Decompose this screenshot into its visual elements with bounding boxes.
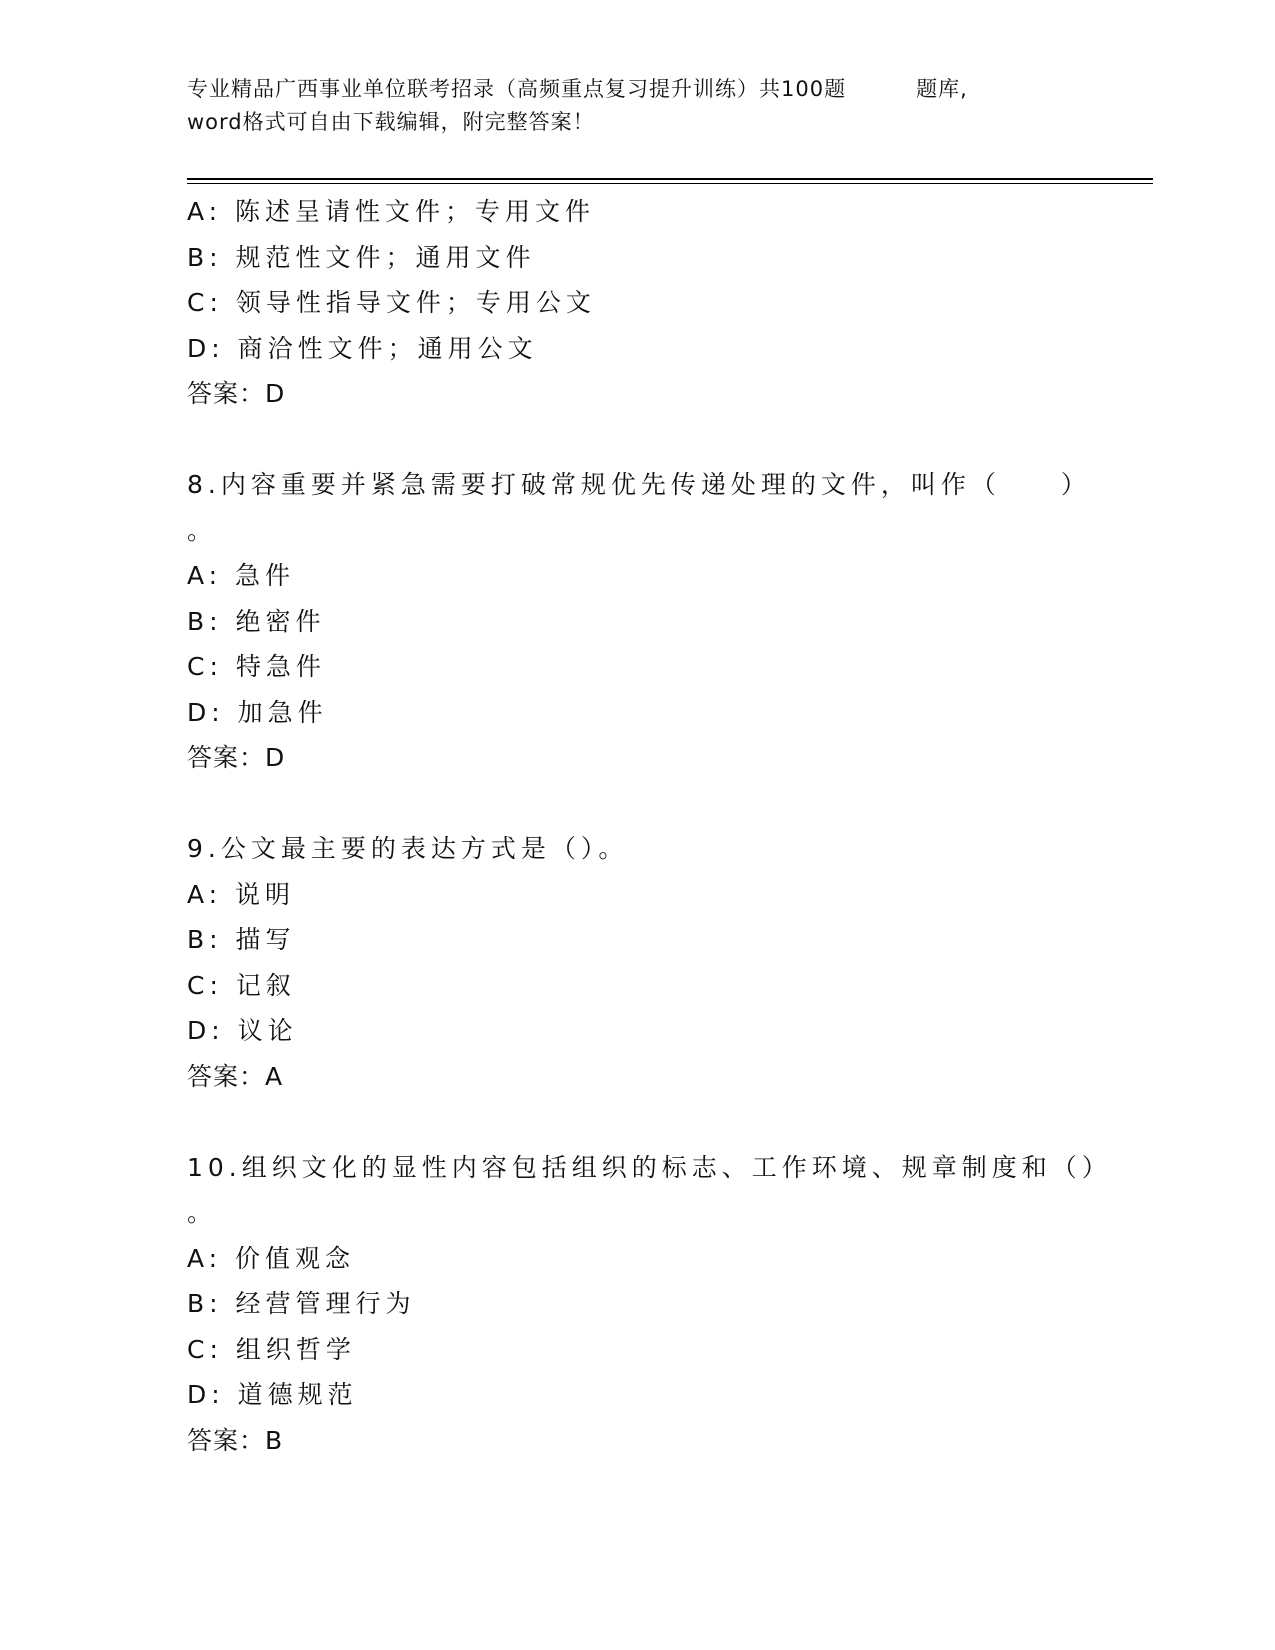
header-line-2: word格式可自由下载编辑，附完整答案！ <box>187 110 595 134</box>
option-d: D: 加急件 <box>187 697 328 727</box>
header-title-suffix: 题库, <box>916 77 968 101</box>
document-header <box>187 73 1087 139</box>
option-a: A: 急件 <box>187 561 296 590</box>
option-d: D: 议论 <box>187 1016 298 1045</box>
question-list <box>187 189 1147 1463</box>
option-c: C: 特急件 <box>187 652 326 681</box>
answer: 答案：D <box>187 743 286 772</box>
question-stem: 10.组织文化的显性内容包括组织的标志、工作环境、规章制度和（） <box>187 1152 1112 1182</box>
option-a: A: 价值观念 <box>187 1243 356 1273</box>
answer: 答案：D <box>187 379 286 408</box>
header-title: 专业精品广西事业单位联考招录（高频重点复习提升训练）共100题 <box>187 77 847 101</box>
question-stem: 9.公文最主要的表达方式是（）。 <box>187 834 629 863</box>
question-stem: 8.内容重要并紧急需要打破常规优先传递处理的文件，叫作（ ） <box>187 470 1091 499</box>
option-a: A: 说明 <box>187 879 296 909</box>
option-b: B: 规范性文件；通用文件 <box>187 242 536 272</box>
header-divider-thin <box>187 183 1153 184</box>
question-stem-continuation: 。 <box>187 515 213 545</box>
option-d: D: 道德规范 <box>187 1380 358 1409</box>
answer: 答案：A <box>187 1061 284 1091</box>
option-b: B: 绝密件 <box>187 606 326 636</box>
option-b: B: 经营管理行为 <box>187 1289 416 1318</box>
option-c: C: 领导性指导文件；专用公文 <box>187 288 596 317</box>
question-10 <box>187 1145 1147 1464</box>
question-9 <box>187 826 1147 1099</box>
option-d: D: 商洽性文件；通用公文 <box>187 333 538 363</box>
option-c: C: 记叙 <box>187 970 296 1000</box>
header-line-1 <box>187 73 1087 106</box>
option-a: A: 陈述呈请性文件；专用文件 <box>187 197 596 226</box>
question-7 <box>187 189 1147 417</box>
question-8 <box>187 462 1147 781</box>
answer: 答案：B <box>187 1425 284 1455</box>
header-divider-thick <box>187 178 1153 180</box>
option-b: B: 描写 <box>187 925 296 954</box>
option-c: C: 组织哲学 <box>187 1334 356 1364</box>
question-stem-continuation: 。 <box>187 1198 213 1227</box>
